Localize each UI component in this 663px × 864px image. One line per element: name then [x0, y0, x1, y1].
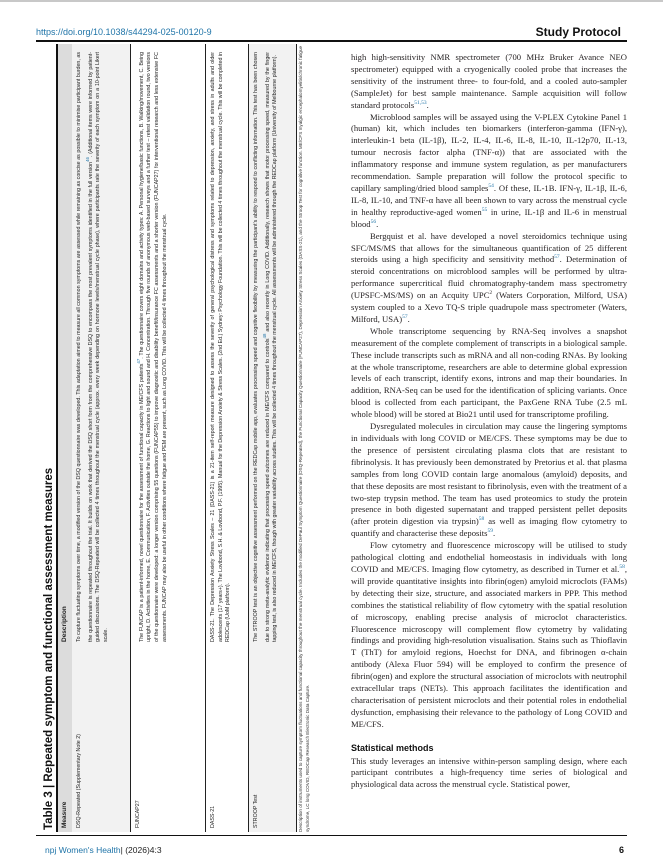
table-3-rotated [40, 44, 330, 832]
table-footnote: Description of instruments used to capture symptom fluctuations and functional capacity throughout the menstrual cycle. Includes the modified DePaul Symptom Questionnaire (DSQ-Repeated), the Functional Capacity Questionnaire (FUNCAP27), Depression Anxiety Stress Scales (DASS-21), and the Stroop Test for cognitive function. ME/CFS myalgic encephalomyelitis/chronic fatigue syndrome, LC long COVID, REDCap Research Electronic Data Capture. [298, 45, 310, 832]
header-rule [36, 40, 627, 42]
paragraph-steroidomics [351, 231, 627, 326]
paragraph-text: Dysregulated molecules in circulation may cause the lingering symptoms in individuals with long COVID or ME/CFS. These symptoms may be due to the presence of persistent circulating plasma clots that are resistant to fibrinolysis. It has previously been demonstrated by Pretorius et al. that plasma samples from long COVID contain large anomalous (amyloid) deposits, and that these deposits are most resistant to fibrinolysis, even with the treatment of a two-step trypsin method. The team has used proteomics to study the protein presence in both digested supernatant and trapped persistent pellet deposits (after protein digestion via trypsin) [351, 421, 627, 527]
table-row-dsq [72, 44, 130, 832]
citation-link[interactable]: 57 [402, 314, 408, 321]
paragraph-cytokine [351, 112, 627, 231]
paragraph-text: . [426, 99, 429, 110]
table-header-row [58, 44, 72, 832]
article-type-label: Study Protocol [535, 25, 621, 39]
paragraph-text: high high-sensitivity NMR spectrometer (700 MHz Bruker Avance NEO spectrometer) equipped with a cryogenically cooled probe that increases the sensitivity of the instrument three- to four-fold, and a cooled auto-sampler (SampleJet) for best sample maintenance. Sample acquisition will follow standard protocols [351, 52, 627, 110]
journal-issue: | (2026)4:3 [120, 845, 162, 855]
paragraph-flow-cytometry [351, 540, 627, 731]
superscript: 2 [489, 290, 493, 297]
paragraph-text: Microblood samples will be assayed using the V-PLEX Cytokine Panel 1 (human) kit, which includes ten biomarkers (interferon-gamma (IFN-γ), interleukin-1 beta (IL-1β), IL-2, IL-4, IL-6, IL-8, IL-10, IL-12p70, IL-13, tumour necrosis factor alpha (TNF-α)) that are associated with the inflammatory response and immune system regulation, as per manufacturers recommendation. Sample preparation will follow the protocol specific to capillary sampling/dried blood samples [351, 111, 627, 193]
citation-link[interactable]: 47 [136, 358, 141, 364]
paragraph-text: . [376, 218, 379, 229]
row-measure: DASS-21 [210, 805, 216, 828]
citation-link[interactable]: 58 [478, 516, 485, 523]
column-header-description: Description [61, 606, 68, 642]
row-measure: DSQ-Repeated (Supplementary Note 2) [76, 734, 82, 828]
doi-link[interactable]: https://doi.org/10.1038/s44294-025-00120-9 [36, 27, 212, 37]
paragraph-text: . Determination of steroid concentrations on microblood samples will be performed by ultra-performance supercritical fluid chromatography-tandem mass spectrometry (UPSFC-MS/MS) on an Acquity UPC [351, 254, 627, 301]
table-row-stroop [249, 44, 296, 832]
row-description [253, 52, 280, 642]
citation-link[interactable]: 59 [487, 528, 493, 535]
paragraph-nmr [351, 52, 627, 112]
description-text-cont: and also recently in Long COVID. Additionally, research shows that motor processing speed, measured by the finger tapping test, is also reduced in ME/CFS, though with greater variability across studies. This will be collected 4 times throughout the menstrual cycle. All assessments will be administered through the REDCap platform (University of Melbourne platform). [264, 52, 278, 642]
description-text-cont: . (Additional items were informed by patient-guided discussions. The DSQ-Repeated will be collected 4 times throughout the menstrual cycle (approx. every week depending on hormone levels/menstrual cycle phase), where participants rate the severity of each symptom on a 10-point Likert scale. [87, 52, 109, 642]
page-number: 6 [619, 845, 625, 855]
citation-link[interactable]: 51,53 [414, 99, 427, 106]
row-measure: STROOP Test [253, 794, 259, 828]
citation-link[interactable]: 54 [488, 183, 494, 190]
paragraph-text: . Of these, IL-1B. IFN-γ, IL-1β, IL-6, IL-8, IL-10, and TNF-α have all been shown to vary across the menstrual cycle in healthy reproductive-aged women [351, 182, 627, 217]
citation-link[interactable]: 58 [619, 564, 625, 571]
paragraph-microclots [351, 421, 627, 540]
description-text-cont: . The questionnaire covers eight domains and activity types: A. Personal hygiene/basic functions, B. Walking/movement, C. Being upright, D. Activities in the home, E. Communication, F. Activities outside the home, G. Reactions to light and sound and H. Concentration. Through five rounds of anonymous web-based surveys and a further test – retest validation round, two versions of the questionnaire were developed: a longer version comprising 55 questions (FUNCAP55) to improve diagnostic and disability benefit/insurance FC assessments and a shorter version (FUNCAP27) for interventional research and less extensive FC assessments. FUNCAP may also be useful in other conditions where fatigue and PEM are present, such as Long COVID. This will be collected 4 times throughout the menstrual cycle. [138, 52, 168, 642]
paragraph-text: (Waters Corporation, Milford, USA) system coupled to a Xevo TQ-S triple quadrupole mass spectrometer (Waters, Milford, USA) [351, 290, 627, 324]
description-text: To capture fluctuating symptoms over time, a modified version of the DSQ questionnaire was developed. This adaptation aimed to measure all common symptoms are assessed while remaining as concise as possible to minimise participant burden, as the questionnaire is repeated throughout the trial. It builds on work that derived the DSQ short form from the comprehensive DSQ to encompass the most prevalent symptoms identified in the full version [76, 52, 94, 642]
column-header-measure: Measure [61, 801, 68, 828]
paragraph-text: Flow cytometry and fluorescence microscopy will be utilised to study pathological clotting and endothelial homeostasis in individuals with long COVID and ME/CFS. Imaging flow cytometry, as described in Turner et al. [351, 540, 627, 574]
description-text: The STROOP test is an objective cognitive assessment performed on the REDCap mobile app, evaluates processing speed and cognitive flexibility by measuring the participant's ability to respond to conflicting information. This test has been chosen due to strong meta-analytic evidence indicating that processing speed outcomes are reduced in ME/CFS compared to controls [253, 52, 271, 642]
paragraph-text: , will provide quantitative insights into fibrin(ogen) amyloid microclots (FAMs) by detecting their size, structure, and associated markers in PPP. This method combines the statistical reliability of flow cytometry with the spatial resolution of microscopy, enabling precise analysis of microclot characteristics. Fluorescence microscopy will complement flow cytometry by validating findings and providing high-resolution visualisation. Stains such as Thioflavin T (ThT) for amyloid regions, Hoechst for DNA, and fibrinogen α-chain antibody (Alexa Fluor 594) will be employed to confirm the presence of fibrin(ogen) and explore the structural association of microclots with neutrophil extracellular traps (NETs). This approach facilitates the identification and characterisation of persistent microclots and their potential roles in endothelial dysfunction, emphasising their relevance to the pathology of Long COVID and ME/CFS. [351, 563, 627, 729]
paragraph-text: in urine, IL-1β and IL-6 in menstrual blood [351, 206, 627, 229]
row-description [76, 52, 110, 642]
paragraph-text: . [493, 528, 496, 539]
description-text: The FUNCAP is a patient-informed, novel questionnaire for the assessment of functional capacity in ME/CFS patients [138, 363, 145, 642]
section-heading-statistical-methods: Statistical methods [351, 742, 434, 753]
table-3 [40, 44, 330, 832]
row-description [135, 52, 169, 642]
table-row-funcap27 [131, 44, 205, 832]
footer-journal-info [45, 845, 162, 855]
row-description [210, 52, 233, 642]
description-text: DASS-21. The Depression Anxiety Stress Scales – 21 (DASS-21) is a 21-item self-report measure designed to assess the severity of general psychological distress and symptoms related to depression, anxiety, and stress in adults and older adolescents (17 years+). The Lovibond, S.H. & Lovibond, P.F. (1995). Manual for the Depression Anxiety & Stress Scales. (2nd Ed.) Sydney: Psychology Foundation. This will be collected 4 times throughout the menstrual cycle. This will be completed in REDCap (UoM platform). [210, 52, 232, 642]
citation-link[interactable]: 46 [84, 156, 90, 162]
body-text-column [351, 52, 627, 791]
footer-rule [36, 835, 627, 836]
citation-link[interactable]: 48 [261, 333, 267, 339]
citation-link[interactable]: 56 [370, 218, 377, 225]
citation-link[interactable]: 57 [554, 254, 560, 261]
table-row-dass21 [206, 44, 248, 832]
row-measure: FUNCAP27 [135, 800, 141, 828]
journal-name-link[interactable]: npj Women's Health [45, 845, 121, 855]
paragraph-statistics: This study leverages an intensive within-person sampling design, where each participant contributes a high-frequency time series of biological and physiological data across the menstrual cycle. Statistical power, [351, 755, 627, 790]
paragraph-rnaseq: Whole transcriptome sequencing by RNA-Seq involves a snapshot measurement of the complete complement of transcripts in a biological sample. These include transcripts such as mRNA and all non-coding RNAs. By looking at the whole transcriptome, researchers are able to determine global expression levels of each transcript, identify exons, introns and map their boundaries. In addition, RNA-Seq can be used for the identification of splicing variants. Once blood is collected from each participant, the PaxGene RNA Tube (2.5 mL whole blood) will be stored at Bio21 until used for transcriptome profiling. [351, 325, 627, 420]
table-title: Table 3 | Repeated symptom and functional assessment measures [43, 467, 55, 830]
page-top-edge [0, 0, 663, 2]
paragraph-text: as well as imaging flow cytometry to quantify and characterise these deposits [351, 516, 627, 539]
paragraph-text: . [407, 313, 410, 324]
paragraph-text: Bergquist et al. have developed a novel steroidomics technique using SFC/MS/MS that allows for the simultaneous quantification of 25 different steroids using a high specificity and sensitivity method [351, 230, 627, 265]
citation-link[interactable]: 55 [481, 206, 488, 213]
